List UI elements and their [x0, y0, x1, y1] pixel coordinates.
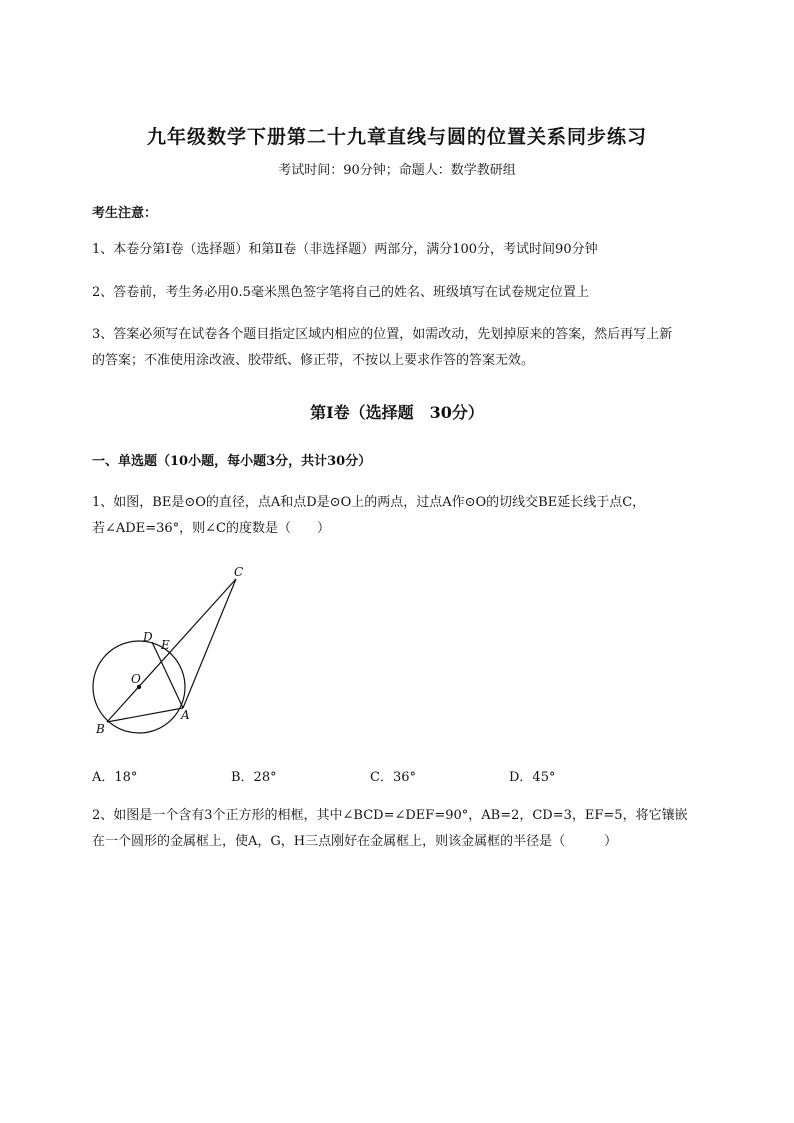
segment-ac [183, 579, 236, 708]
q1-option-a[interactable]: A．18° [92, 770, 138, 785]
notice-item-3-cont: 的答案；不准使用涂改液、胶带纸、修正带，不按以上要求作答的答案无效。 [92, 353, 535, 368]
label-a: A [181, 708, 190, 722]
exam-title: 九年级数学下册第二十九章直线与圆的位置关系同步练习 [146, 126, 647, 148]
label-b: B [96, 722, 105, 736]
exam-subtitle: 考试时间：90分钟；命题人：数学教研组 [278, 163, 516, 178]
q2-text-line2: 在一个圆形的金属框上，使A，G，H三点刚好在金属框上，则该金属框的半径是（ ） [92, 834, 618, 849]
q1-option-d[interactable]: D．45° [509, 770, 556, 785]
label-c: C [234, 565, 244, 579]
part-title: 一、单选题（10小题，每小题3分，共计30分） [92, 454, 372, 469]
q2-text-line1: 2、如图是一个含有3个正方形的相框，其中∠BCD=∠DEF=90°，AB=2，CD=3，EF=5，将它镶嵌 [92, 808, 688, 823]
notice-item-1: 1、本卷分第Ⅰ卷（选择题）和第Ⅱ卷（非选择题）两部分，满分100分，考试时间90分钟 [92, 242, 598, 257]
q1-geometry-figure [86, 560, 266, 745]
label-o: O [131, 672, 141, 686]
section-title: 第Ⅰ卷（选择题 30分） [310, 403, 484, 422]
label-d: D [143, 630, 153, 644]
notice-item-2: 2、答卷前，考生务必用0.5毫米黑色签字笔将自己的姓名、班级填写在试卷规定位置上 [92, 285, 589, 300]
q1-text-line1: 1、如图，BE是⊙O的直径，点A和点D是⊙O上的两点，过点A作⊙O的切线交BE延长线于点C， [92, 495, 646, 510]
q1-option-b[interactable]: B．28° [231, 770, 277, 785]
q1-text-line2: 若∠ADE=36°，则∠C的度数是（ ） [92, 521, 330, 536]
notice-item-3: 3、答案必须写在试卷各个题目指定区域内相应的位置，如需改动，先划掉原来的答案，然后再写上新 [92, 327, 673, 342]
q1-option-c[interactable]: C．36° [370, 770, 416, 785]
segment-bc [107, 579, 236, 722]
notice-heading: 考生注意： [92, 206, 158, 221]
label-e: E [161, 638, 170, 652]
